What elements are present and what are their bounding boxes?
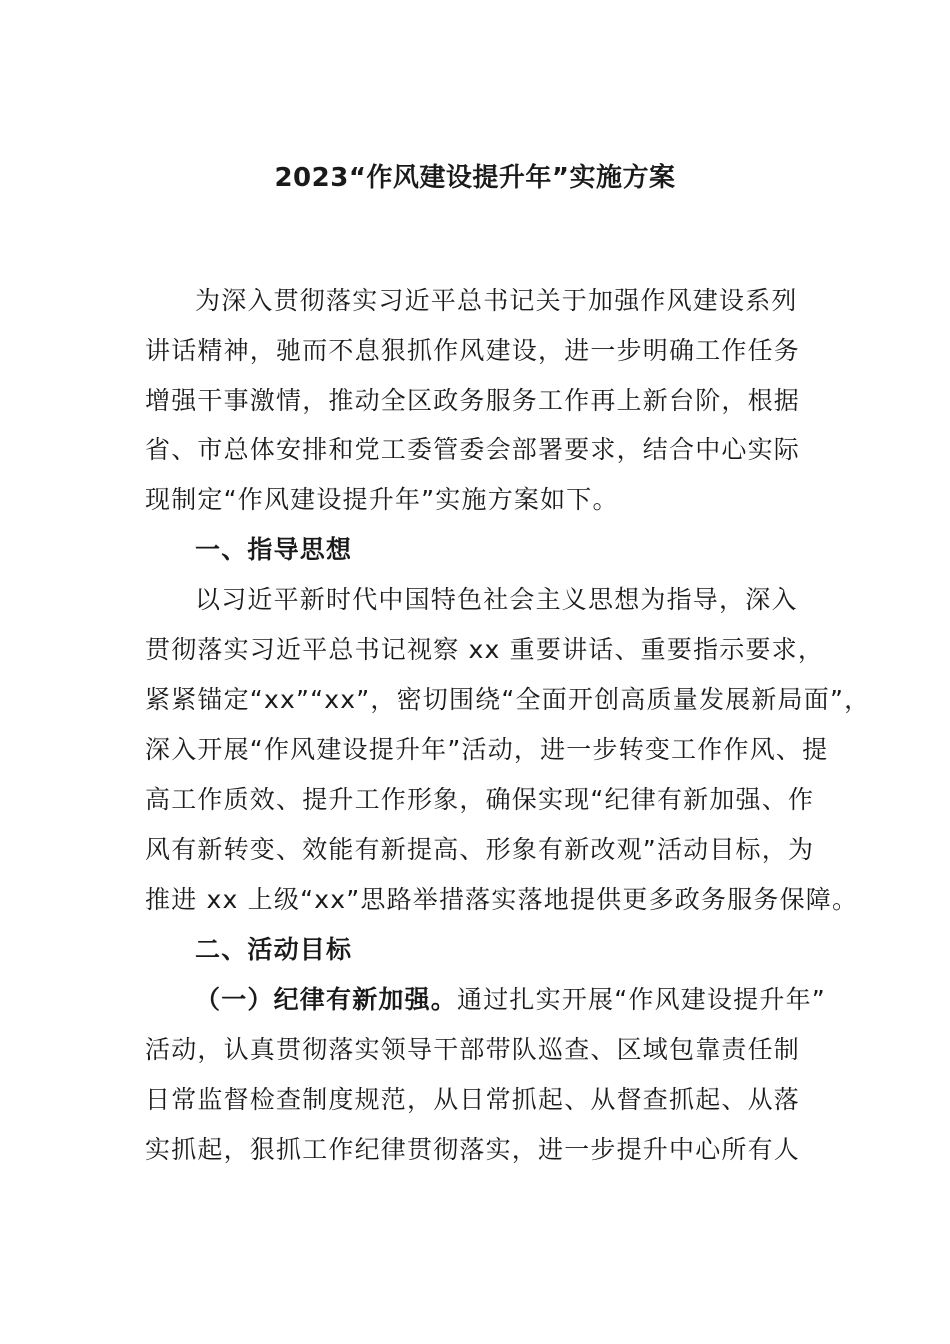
section2-line-3: 日常监督检查制度规范，从日常抓起、从督查抓起、从落 (145, 1085, 801, 1114)
intro-line-4: 省、市总体安排和党工委管委会部署要求，结合中心实际 (145, 435, 801, 464)
section1-line-2: 贯彻落实习近平总书记视察 xx 重要讲话、重要指示要求， (145, 635, 825, 664)
intro-line-2: 讲话精神，驰而不息狠抓作风建设，进一步明确工作任务 (145, 336, 801, 365)
section1-line-7: 推进 xx 上级“xx”思路举措落实落地提供更多政务服务保障。 (145, 885, 859, 914)
intro-line-1: 为深入贯彻落实习近平总书记关于加强作风建设系列 (195, 286, 798, 315)
intro-line-5: 现制定“作风建设提升年”实施方案如下。 (145, 485, 619, 514)
document-title: 2023“作风建设提升年”实施方案 (274, 163, 676, 193)
section1-line-3: 紧紧锚定“xx”“xx”，密切围绕“全面开创高质量发展新局面”， (145, 685, 871, 714)
section1-line-4: 深入开展“作风建设提升年”活动，进一步转变工作作风、提 (145, 735, 829, 764)
intro-line-3: 增强干事激情，推动全区政务服务工作再上新台阶，根据 (145, 386, 801, 415)
section2-line-4: 实抓起，狠抓工作纪律贯彻落实，进一步提升中心所有人 (145, 1135, 801, 1164)
section1-line-6: 风有新转变、效能有新提高、形象有新改观”活动目标，为 (145, 835, 815, 864)
section2-line-2: 活动，认真贯彻落实领导干部带队巡查、区域包靠责任制 (145, 1035, 801, 1064)
section-heading-activity-goals: 二、活动目标 (195, 935, 353, 964)
section1-line-1: 以习近平新时代中国特色社会主义思想为指导，深入 (195, 585, 798, 614)
section-heading-guiding-thought: 一、指导思想 (195, 535, 353, 564)
section1-line-5: 高工作质效、提升工作形象，确保实现“纪律有新加强、作 (145, 785, 815, 814)
item1-text: 通过扎实开展“作风建设提升年” (457, 985, 826, 1014)
item1-label: （一）纪律有新加强。 (195, 985, 458, 1014)
section2-item1-line-1 (195, 983, 895, 1017)
